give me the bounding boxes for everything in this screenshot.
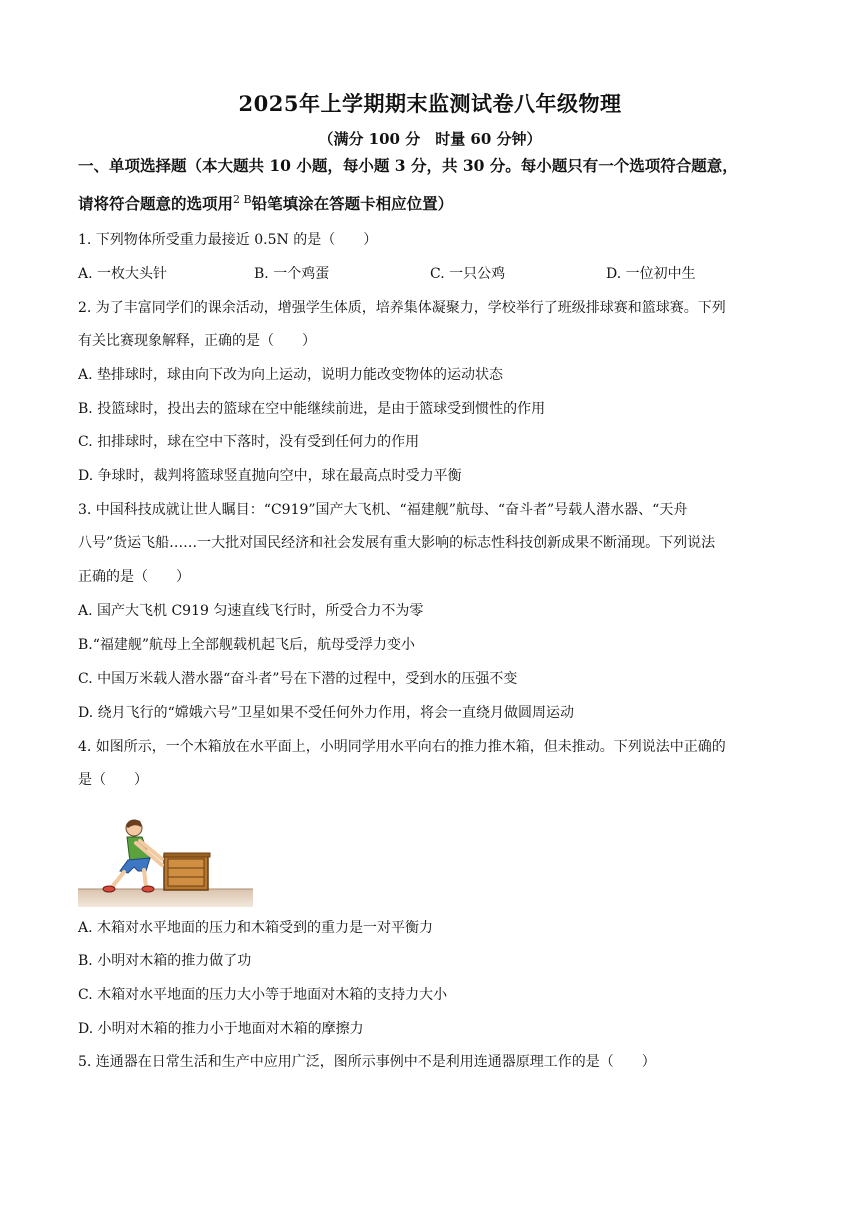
q1-option-d: D. 一位初中生 (606, 266, 696, 282)
q2-stem-line1: 2. 为了丰富同学们的课余活动，增强学生体质，培养集体凝聚力，学校举行了班级排球赛和篮球赛。下列 (78, 300, 726, 316)
wooden-box (164, 853, 210, 890)
pencil-grade: 2 B (233, 193, 252, 206)
floor-surface (78, 889, 253, 907)
q5-stem: 5. 连通器在日常生活和生产中应用广泛，图所示事例中不是利用连通器原理工作的是（ ） (78, 1054, 656, 1070)
q1-option-a: A. 一枚大头针 (78, 266, 168, 282)
q2-option-a: A. 垫排球时，球由向下改为向上运动，说明力能改变物体的运动状态 (78, 367, 504, 383)
q3-option-b: B.“福建舰”航母上全部舰载机起飞后，航母受浮力变小 (78, 637, 416, 653)
q3-stem-line1: 3. 中国科技成就让世人瞩目：“C919”国产大飞机、“福建舰”航母、“奋斗者”号载人潜水器、“天舟 (78, 502, 688, 518)
boy-pushing-box-illustration (78, 815, 253, 907)
boy-figure (103, 820, 162, 892)
q3-stem-line2: 八号”货运飞船……一大批对国民经济和社会发展有重大影响的标志性科技创新成果不断涌现。下列说法 (78, 535, 716, 551)
q4-stem-line2: 是（ ） (78, 772, 148, 788)
q4-option-b: B. 小明对木箱的推力做了功 (78, 953, 252, 969)
q2-option-b: B. 投篮球时，投出去的篮球在空中能继续前进，是由于篮球受到惯性的作用 (78, 401, 546, 417)
section-heading-line2 (78, 187, 790, 223)
exam-subtitle: （满分 100 分 时量 60 分钟） (318, 130, 542, 148)
q3-option-a: A. 国产大飞机 C919 匀速直线飞行时，所受合力不为零 (78, 603, 424, 619)
section-heading-text-a: 请将符合题意的选项用 (78, 194, 234, 213)
section-heading-line1: 一、单项选择题（本大题共 10 小题，每小题 3 分，共 30 分。每小题只有一个选项符合题意， (78, 156, 738, 175)
q2-option-d: D. 争球时，裁判将篮球竖直抛向空中，球在最高点时受力平衡 (78, 468, 462, 484)
q3-option-d: D. 绕月飞行的“嫦娥六号”卫星如果不受任何外力作用，将会一直绕月做圆周运动 (78, 705, 574, 721)
q1-option-c: C. 一只公鸡 (430, 266, 506, 282)
q2-option-c: C. 扣排球时，球在空中下落时，没有受到任何力的作用 (78, 434, 420, 450)
q4-option-c: C. 木箱对水平地面的压力大小等于地面对木箱的支持力大小 (78, 987, 448, 1003)
q4-stem-line1: 4. 如图所示，一个木箱放在水平面上，小明同学用水平向右的推力推木箱，但未推动。下列说法中正确的 (78, 739, 726, 755)
q3-stem-line3: 正确的是（ ） (78, 569, 190, 585)
q4-option-a: A. 木箱对水平地面的压力和木箱受到的重力是一对平衡力 (78, 920, 434, 936)
q4-option-d: D. 小明对木箱的推力小于地面对木箱的摩擦力 (78, 1021, 364, 1037)
q2-stem-line2: 有关比赛现象解释，正确的是（ ） (78, 333, 316, 349)
q1-option-b: B. 一个鸡蛋 (254, 266, 330, 282)
q1-stem: 1. 下列物体所受重力最接近 0.5N 的是（ ） (78, 232, 378, 248)
q3-option-c: C. 中国万米载人潜水器“奋斗者”号在下潜的过程中，受到水的压强不变 (78, 671, 518, 687)
section-heading-text-b: 铅笔填涂在答题卡相应位置） (251, 194, 454, 213)
exam-title: 2025年上学期期末监测试卷八年级物理 (238, 91, 622, 116)
